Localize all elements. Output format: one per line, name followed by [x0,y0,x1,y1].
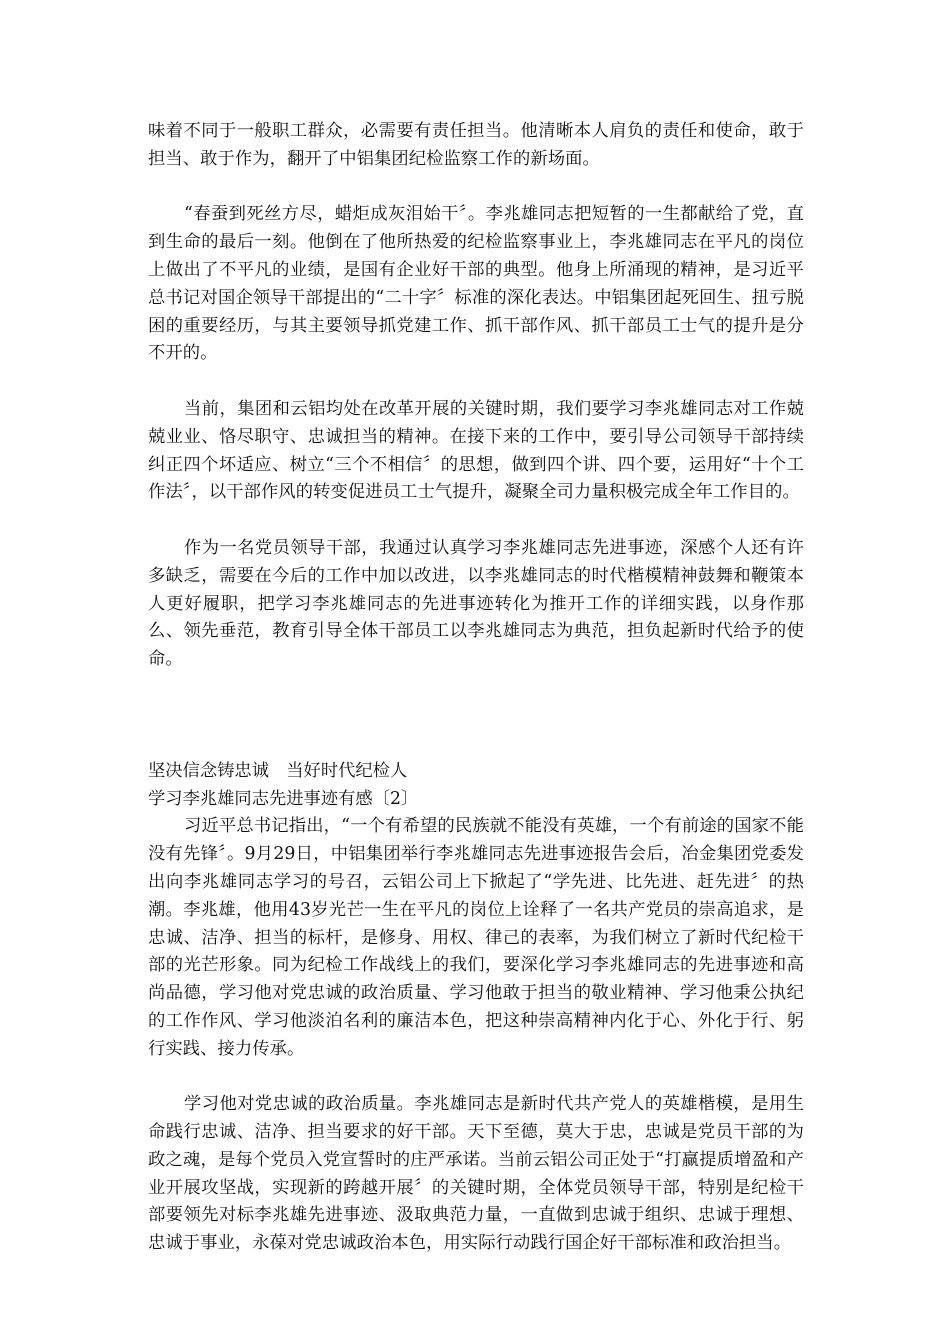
paragraph-spacer [148,507,804,535]
section-spacer [148,674,804,730]
paragraph-hero-quote: 习近平总书记指出，“一个有希望的民族就不能没有英雄，一个有前途的国家不能没有先锋〞。9月29日，中铝集团举行李兆雄同志先进事迹报告会后，冶金集团党委发出向李兆雄同志学习的号召，云铝公司上下掀起了“学先进、比先进、赶先进〞的热潮。李兆雄，他用43岁光芒一生在平凡的岗位上诠释了一名共产党员的崇高追求，是忠诚、洁净、担当的标杆，是修身、用权、律己的表率，为我们树立了新时代纪检干部的光芒形象。同为纪检工作战线上的我们，要深化学习李兆雄同志的先进事迹和高尚品德，学习他对党忠诚的政治质量、学习他敢于担当的敬业精神、学习他秉公执纪的工作作风、学习他淡泊名利的廉洁本色，把这种崇高精神内化于心、外化于行、躬行实践、接力传承。 [148,816,804,1059]
article-title: 坚决信念铸忠诚 当好时代纪检人 [148,760,408,781]
paragraph-continued: 味着不同于一般职工群众，必需要有责任担当。他清晰本人肩负的责任和使命，敢于担当、敢于作为，翻开了中铝集团纪检监察工作的新场面。 [148,121,804,169]
paragraph-current-period: 当前，集团和云铝均处在改革开展的关键时期，我们要学习李兆雄同志对工作兢兢业业、恪尽职守、忠诚担当的精神。在接下来的工作中，要引导公司领导干部持续纠正四个坏适应、树立“三个不相信〞的思想，做到四个讲、四个要，运用好“十个工作法〞，以干部作风的转变促进员工士气提升，凝聚全司力量积极完成全年工作目的。 [148,398,804,503]
paragraph-spacer [148,174,804,202]
section-spacer [148,730,804,758]
article-subtitle: 学习李兆雄同志先进事迹有感〔2〕 [148,788,419,809]
paragraph-spacer [148,368,804,396]
paragraph-political-loyalty: 学习他对党忠诚的政治质量。李兆雄同志是新时代共产党人的英雄楷模，是用生命践行忠诚、洁净、担当要求的好干部。天下至德，莫大于忠，忠诚是党员干部的为政之魂，是每个党员入党宣誓时的庄严承诺。当前云铝公司正处于“打赢提质增盈和产业开展攻坚战，实现新的跨越开展〞的关键时期，全体党员领导干部，特别是纪检干部要领先对标李兆雄先进事迹、汲取典范力量，一直做到忠诚于组织、忠诚于理想、忠诚于事业，永葆对党忠诚政治本色，用实际行动践行国企好干部标准和政治担当。 [148,1094,804,1254]
paragraph-party-member-leader: 作为一名党员领导干部，我通过认真学习李兆雄同志先进事迹，深感个人还有许多缺乏，需要在今后的工作中加以改进，以李兆雄同志的时代楷模精神鼓舞和鞭策本人更好履职，把学习李兆雄同志的先进事迹转化为推开工作的详细实践，以身作那么、领先垂范，教育引导全体干部员工以李兆雄同志为典范，担负起新时代给予的使命。 [148,537,804,670]
document-page [148,118,804,1258]
paragraph-spacer [148,1064,804,1092]
paragraph-spring-silkworm: “春蚕到死丝方尽，蜡炬成灰泪始干〞。李兆雄同志把短暂的一生都献给了党，直到生命的最后一刻。他倒在了他所热爱的纪检监察事业上，李兆雄同志在平凡的岗位上做出了不平凡的业绩，是国有企业好干部的典型。他身上所涌现的精神，是习近平总书记对国企领导干部提出的“二十字〞标准的深化表达。中铝集团起死回生、扭亏脱困的重要经历，与其主要领导抓党建工作、抓干部作风、抓干部员工士气的提升是分不开的。 [148,204,804,364]
